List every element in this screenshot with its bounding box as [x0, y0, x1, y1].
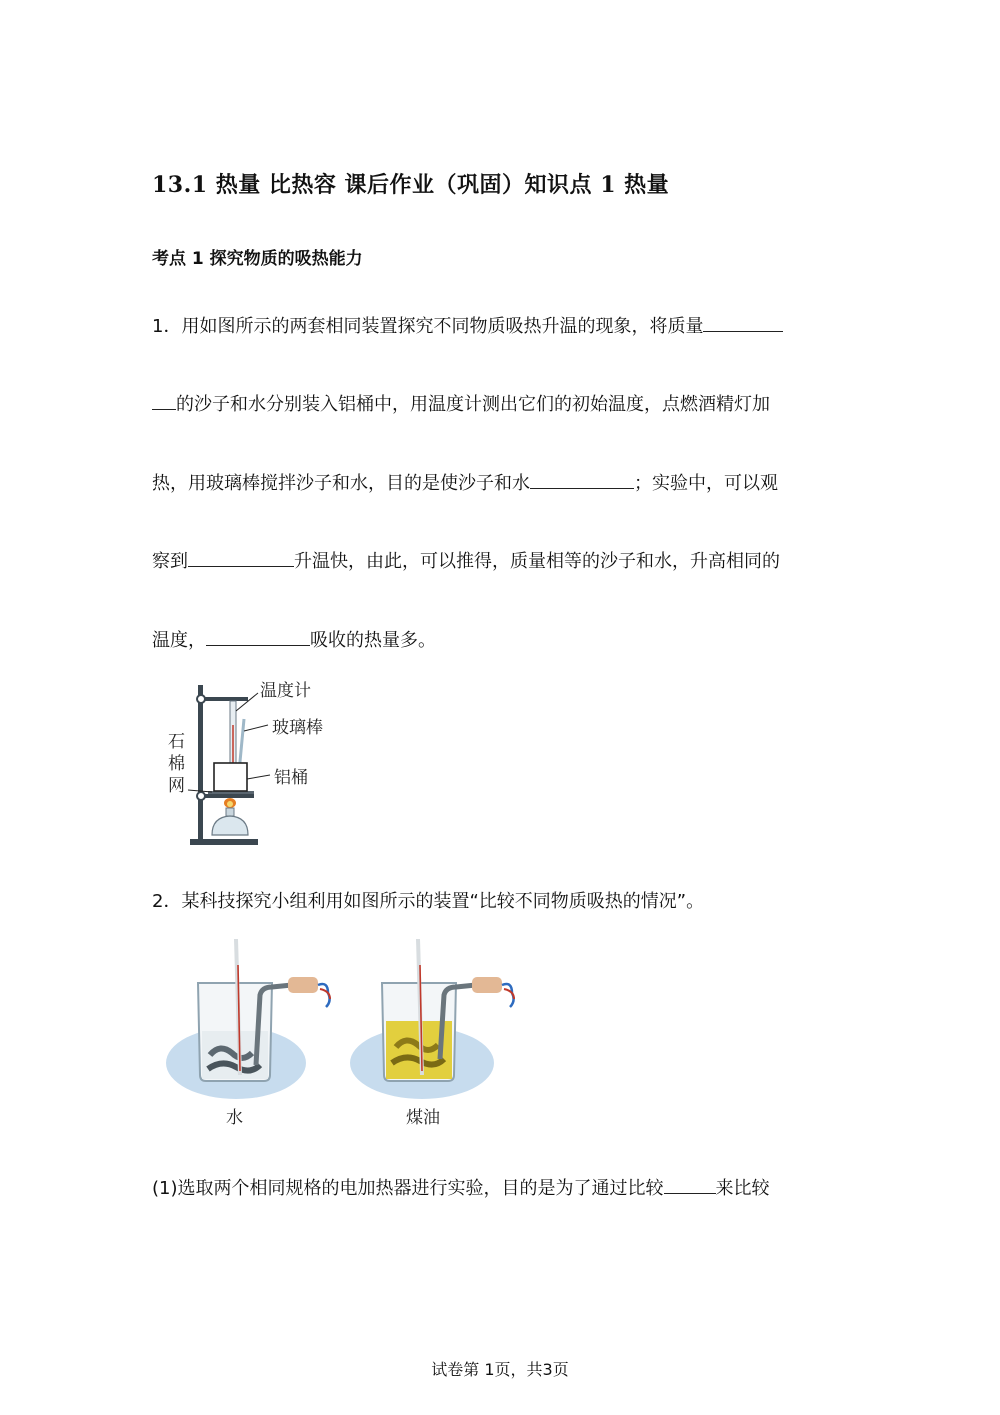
- label-kerosene: 煤油: [406, 1108, 440, 1128]
- section-heading: 考点 1 探究物质的吸热能力: [152, 249, 363, 269]
- q1-line-2: [152, 390, 770, 416]
- q1-text: 吸收的热量多。: [310, 630, 436, 651]
- label-glass-rod: 玻璃棒: [272, 718, 323, 738]
- q1-line-5: [152, 626, 436, 652]
- q1-line-1: [152, 312, 783, 338]
- q1-text: 1．用如图所示的两套相同装置探究不同物质吸热升温的现象，将质量: [152, 316, 704, 337]
- label-aluminum-bucket: 铝桶: [274, 768, 308, 788]
- label-gauze-3: 网: [168, 776, 185, 796]
- beaker-comparison-figure: [160, 935, 540, 1135]
- heater-plug: [288, 977, 318, 993]
- q2-text: (1)选取两个相同规格的电加热器进行实验，目的是为了通过比较: [152, 1178, 664, 1199]
- answer-blank[interactable]: [664, 1175, 716, 1194]
- q1-text: ；实验中，可以观: [634, 473, 778, 494]
- q1-text: 温度，: [152, 630, 206, 651]
- ring-support: [198, 794, 254, 798]
- page-footer: 试卷第 1页，共3页: [431, 1360, 569, 1379]
- q1-text: 察到: [152, 551, 188, 572]
- aluminum-bucket: [214, 763, 247, 791]
- q2-text: 来比较: [715, 1178, 770, 1199]
- q1-text: 升温快，由此，可以推得，质量相等的沙子和水，升高相同的: [294, 551, 780, 572]
- q1-line-4: [152, 547, 780, 573]
- q1-line-3: [152, 469, 778, 495]
- answer-blank[interactable]: [703, 313, 783, 332]
- answer-blank[interactable]: [530, 470, 634, 489]
- label-thermometer: 温度计: [260, 681, 311, 701]
- q2-sub1: [152, 1174, 770, 1200]
- label-gauze-2: 棉: [168, 754, 185, 774]
- answer-blank[interactable]: [206, 627, 310, 646]
- label-gauze-1: 石: [168, 732, 185, 752]
- label-water: 水: [226, 1108, 243, 1128]
- answer-blank[interactable]: [188, 548, 294, 567]
- q1-text: 的沙子和水分别装入铝桶中，用温度计测出它们的初始温度，点燃酒精灯加: [176, 394, 770, 415]
- heating-apparatus-figure: [160, 675, 340, 855]
- page-title: 13.1 热量 比热容 课后作业（巩固）知识点 1 热量: [152, 172, 670, 198]
- alcohol-lamp: [212, 816, 248, 835]
- q2-stem: 2．某科技探究小组利用如图所示的装置“比较不同物质吸热的情况”。: [152, 891, 705, 912]
- q1-text: 热，用玻璃棒搅拌沙子和水，目的是使沙子和水: [152, 473, 530, 494]
- answer-blank[interactable]: [152, 391, 176, 410]
- stand-pole: [198, 685, 203, 841]
